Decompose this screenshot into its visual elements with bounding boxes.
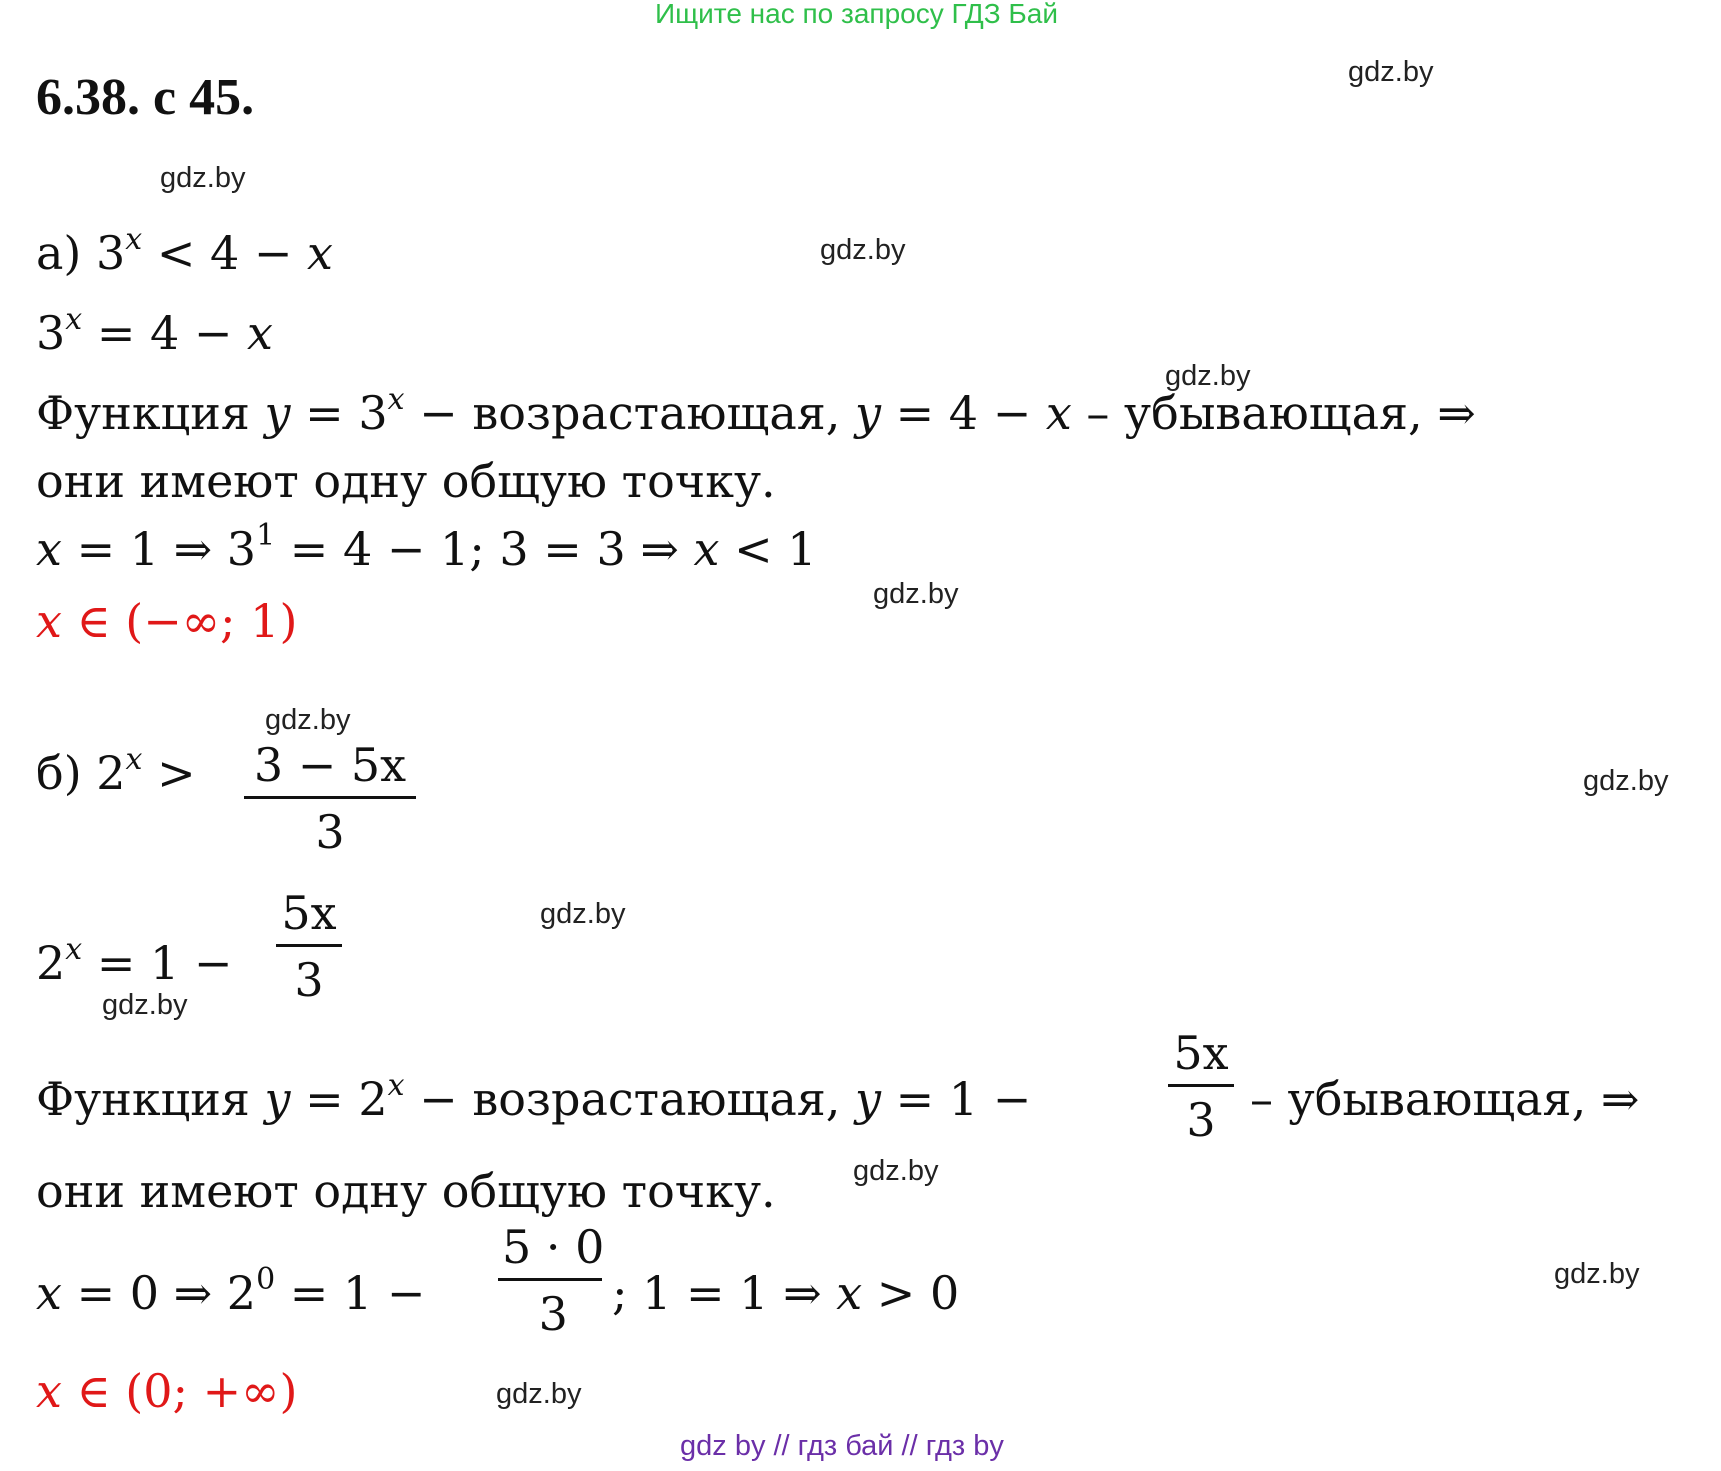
- part-a-function-line: Функция $y = 3^x$ − возрастающая, y = 4 − x – убывающая, ⇒: [36, 382, 1476, 440]
- watermark: gdz.by: [1583, 765, 1669, 797]
- part-b-equation: $2^x = 1$ −: [36, 932, 233, 990]
- part-b-equation-fraction: $\frac{5x}{3}$: [276, 890, 342, 1003]
- page-title: 6.38. с 45.: [36, 69, 255, 126]
- part-b-check: x = 0 ⇒ $2^0 = 1$ −: [36, 1262, 426, 1320]
- watermark: gdz.by: [873, 578, 959, 610]
- part-a-label: а): [36, 226, 82, 280]
- footer-watermark: gdz by // гдз бай // гдз by: [680, 1430, 1004, 1462]
- search-hint-banner: Ищите нас по запросу ГДЗ Бай: [655, 0, 1059, 29]
- part-b-inequality-fraction: $\frac{3 - 5x}{3}$: [244, 742, 416, 855]
- part-b-check-tail: ; 1 = 1 ⇒ x > 0: [612, 1266, 960, 1320]
- watermark: gdz.by: [160, 162, 246, 194]
- part-a-answer: x ∈ (−∞; 1): [36, 594, 298, 648]
- part-b-function-tail: – убывающая, ⇒: [1250, 1072, 1640, 1126]
- watermark: gdz.by: [820, 234, 906, 266]
- part-b-label: б): [36, 746, 82, 800]
- watermark: gdz.by: [496, 1378, 582, 1410]
- part-a-inequality: а) $3^x < 4 - x$: [36, 222, 333, 280]
- part-b-function-line: Функция $y = 2^x$ − возрастающая, y = 1 −: [36, 1068, 1032, 1126]
- watermark: gdz.by: [540, 898, 626, 930]
- watermark: gdz.by: [102, 989, 188, 1021]
- part-b-inequality: б) $2^x$ >: [36, 742, 196, 800]
- part-a-check: x = 1 ⇒ $3^1 = 4 - 1$; 3 = 3 ⇒ x < 1: [36, 518, 817, 576]
- watermark: gdz.by: [1348, 56, 1434, 88]
- part-a-function-line-2: они имеют одну общую точку.: [36, 454, 776, 508]
- watermark: gdz.by: [1554, 1258, 1640, 1290]
- part-b-function-line-2: они имеют одну общую точку.: [36, 1164, 776, 1218]
- watermark: gdz.by: [265, 704, 351, 736]
- part-a-equation: $3^x = 4 - x$: [36, 302, 273, 360]
- part-b-answer: x ∈ (0; +∞): [36, 1364, 298, 1418]
- part-b-function-fraction: $\frac{5x}{3}$: [1168, 1030, 1234, 1143]
- watermark: gdz.by: [853, 1155, 939, 1187]
- watermark: gdz.by: [1165, 360, 1251, 392]
- part-b-check-fraction: $\frac{5 \cdot 0}{3}$: [498, 1224, 608, 1337]
